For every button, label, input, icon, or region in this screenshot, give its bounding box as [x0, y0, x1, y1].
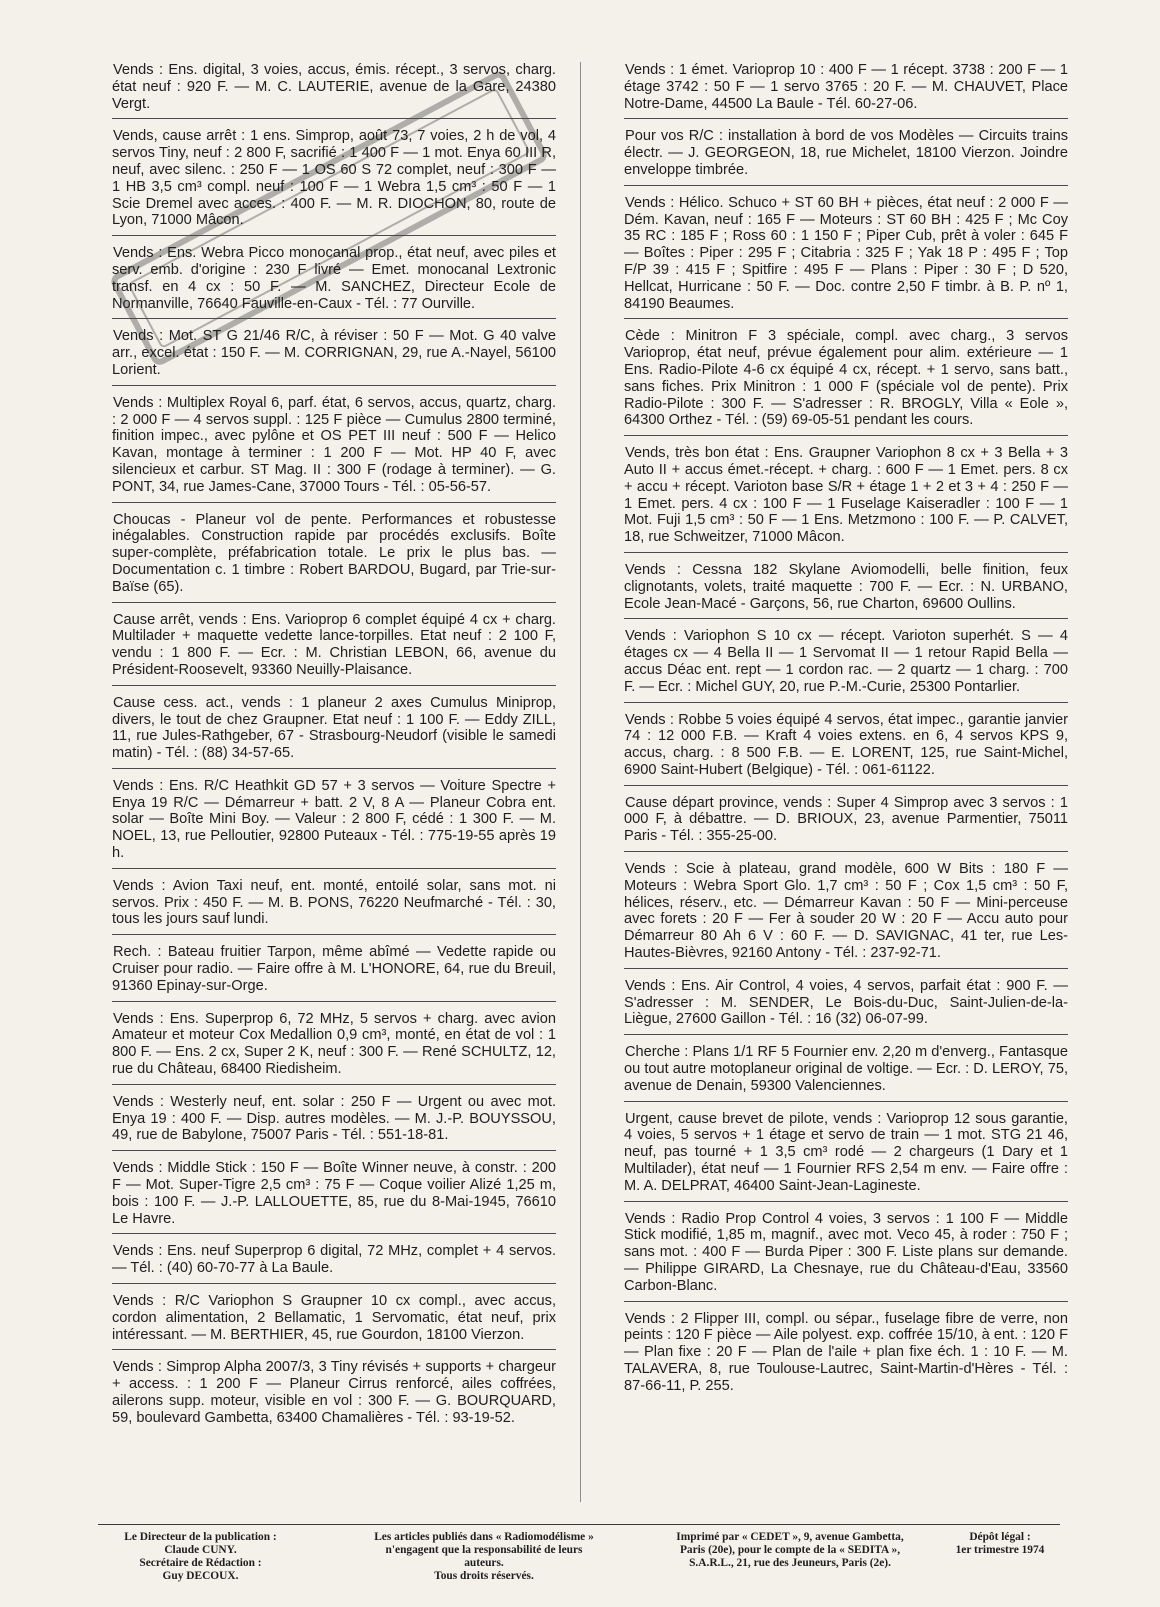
classified-ad: [624, 326, 1068, 436]
classified-ad-text: Cède : Minitron F 3 spéciale, compl. avec charg., 3 servos Varioprop, état neuf, prévue également pour alim. extérieure — 1 Ens. Radio-Pilote 4-6 cx équipé 4 cx, récept. + 1 servo, sans batt., sans fiches. Prix Minitron : 1 000 F (spéciale vol de pente). Prix Radio-Pilote : 300 F. — S'adresser : R. BROGLY, Villa « Eole », 64300 Orthez - Tél. : (59) 69-05-51 pendant les cours.: [624, 328, 1068, 429]
classified-ad-text: Vends, cause arrêt : 1 ens. Simprop, août 73, 7 voies, 2 h de vol, 4 servos Tiny, neuf : 2 800 F, sacrifié : 1 400 F — 1 mot. Enya 60 III R, neuf, avec silenc. : 250 F — 1 OS 60 S 72 complet, neuf : 300 F — 1 HB 3,5 cm³ compl. neuf : 100 F — 1 Webra 1,5 cm³ : 50 F — 1 Scie Dremel avec acces. : 400 F. — M. R. DIOCHON, 80, route de Lyon, 71000 Mâcon.: [112, 128, 556, 229]
classified-ad-text: Vends : Radio Prop Control 4 voies, 3 servos : 1 100 F — Middle Stick modifié, 1,85 m, magnif., avec mot. Veco 45, à roder : 750 F ; sans mot. : 400 F — Burda Piper : 300 F. Liste plans sur demande. — Philippe GIRARD, La Chesnaye, rue du Château-d'Eau, 33560 Carbon-Blanc.: [624, 1210, 1068, 1294]
classified-ad-text: Vends : Ens. Air Control, 4 voies, 4 servos, parfait état : 900 F. — S'adresser : M. SENDER, Le Bois-du-Duc, Saint-Julien-de-la-Liègue, 27600 Gaillon - Tél. : 16 (32) 06-07-99.: [624, 977, 1068, 1028]
classified-ad-text: Vends : R/C Variophon S Graupner 10 cx compl., avec accus, cordon alimentation, 2 Bellamatic, 1 Servomatic, état neuf, prix intéressant. — M. BERTHIER, 45, rue Gourdon, 18100 Vierzon.: [112, 1293, 556, 1343]
classified-ad-text: Vends : 1 émet. Varioprop 10 : 400 F — 1 récept. 3738 : 200 F — 1 étage 3742 : 50 F — 1 servo 3765 : 20 F. — M. CHAUVET, Place Notre-Dame, 44500 La Baule - Tél. 60-27-06.: [624, 62, 1068, 112]
classified-ad: [112, 1009, 556, 1085]
classified-ad-text: Vends : Hélico. Schuco + ST 60 BH + pièces, état neuf : 2 000 F — Dém. Kavan, neuf : 165 F — Moteurs : ST 60 BH : 425 F ; Mc Coy 35 RC : 185 F ; Ross 60 : 1 150 F ; Piper Cub, prêt à voler : 645 F — Boîtes : Piper : 295 F ; Citabria : 325 F ; Yak 18 P : 495 F ; Top F/P 39 : 415 F ; Spitfire : 495 F — Plans : Piper : 30 F ; D 520, Hellcat, Hurricane : 50 F. — Doc. contre 2,50 F timbr. à B. P. nº 1, 84190 Beaumes.: [624, 194, 1068, 312]
classified-ad-text: Vends : Ens. Webra Picco monocanal prop., état neuf, avec piles et serv. emb. d'origine : 230 F livré — Emet. monocanal Lextronic transf. en 4 cx : 50 F. — M. SANCHEZ, Directeur Ecole de Normanville, 76640 Fauville-en-Caux - Tél. : 77 Ourville.: [112, 245, 556, 312]
classified-ad-text: Vends : Avion Taxi neuf, ent. monté, entoilé solar, sans mot. ni servos. Prix : 450 F. — M. B. PONS, 76220 Neufmarché - Tél. : 30, tous les jours sauf lundi.: [112, 877, 556, 928]
classified-ad-text: Cause arrêt, vends : Ens. Varioprop 6 complet équipé 4 cx + charg. Multilader + maquette vedette lance-torpilles. Etat neuf : 2 100 F, vendu : 1 800 F. — Ecr. : M. Christian LEBON, 66, avenue du Président-Roosevelt, 93360 Neuilly-Plaisance.: [112, 611, 556, 678]
classified-ad: [112, 60, 556, 119]
classified-ad-text: Vends : Variophon S 10 cx — récept. Varioton superhét. S — 4 étages cx — 4 Bella II — 1 Servomat II — 1 retour Rapid Bella — accus Déac ent. rept — 1 cordon rac. — 2 quartz — 1 charg. : 700 F. — Ecr. : Michel GUY, 20, rue P.-M.-Curie, 25300 Pontarlier.: [624, 628, 1068, 695]
classified-ad: [624, 1109, 1068, 1202]
classified-ad: [112, 126, 556, 236]
footer-line: Dépôt légal :: [969, 1531, 1031, 1543]
publication-footer: [98, 1524, 1060, 1601]
classified-ad: [112, 326, 556, 385]
footer-line: n'engagent que la responsabilité de leurs: [385, 1544, 583, 1556]
classified-ad: [624, 793, 1068, 852]
footer-line: S.A.R.L., 21, rue des Jeuneurs, Paris (2e).: [689, 1557, 891, 1569]
column-divider: [580, 62, 581, 1502]
footer-line: Secrétaire de Rédaction :: [139, 1557, 262, 1569]
footer-line: Imprimé par « CEDET », 9, avenue Gambetta,: [676, 1531, 904, 1543]
classified-ad-text: Vends : 2 Flipper III, compl. ou sépar., fuselage fibre de verre, non peints : 120 F pièce — Aile polyest. exp. coffrée 15/10, à ent. : 120 F — Plan fixe : 20 F — Plan de l'aile + plan fixe éch. 1 : 10 F. — M. TALAVERA, 8, rue Toulouse-Lautrec, Saint-Martin-d'Hères - Tél. : 87-66-11, P. 255.: [624, 1310, 1068, 1394]
classified-ad: [624, 976, 1068, 1035]
classified-ad-text: Vends : Ens. R/C Heathkit GD 57 + 3 servos — Voiture Spectre + Enya 19 R/C — Démarreur + batt. 2 V, 8 A — Planeur Cobra ent. solar — Boîte Mini Boy. — Valeur : 2 800 F, cédé : 1 300 F. — M. NOEL, 13, rue Pelloutier, 92800 Puteaux - Tél. : 775-19-55 après 19 h.: [112, 777, 556, 862]
classified-ad-text: Cause départ province, vends : Super 4 Simprop avec 3 servos : 1 000 F, à débattre. — D. BRIOUX, 23, avenue Parmentier, 75011 Paris - Tél. : 355-25-00.: [624, 794, 1068, 845]
classified-ad-text: Choucas - Planeur vol de pente. Performances et robustesse inégalables. Construction rapide par procédés exclusifs. Boîte super-complète, préfabrication totale. Le prix le plus bas. — Documentation c. 1 timbre : Robert BARDOU, Bugard, par Trie-sur-Baïse (65).: [112, 511, 556, 595]
classified-ad: [624, 126, 1068, 185]
classified-ad: [112, 876, 556, 935]
footer-line: Les articles publiés dans « Radiomodélisme »: [374, 1531, 594, 1543]
classified-ad: [624, 710, 1068, 786]
classified-ad: [624, 1209, 1068, 1302]
classified-ad-text: Vends : Ens. Superprop 6, 72 MHz, 5 servos + charg. avec avion Amateur et moteur Cox Medallion 0,9 cm³, monté, en état de vol : 1 800 F. — Ens. 2 cx, Super 2 K, neuf : 300 F. — René SCHULTZ, 12, rue du Château, 68400 Riedisheim.: [112, 1010, 556, 1078]
classified-ad: [624, 60, 1068, 119]
classified-ad: [624, 443, 1068, 553]
classified-ad-text: Vends, très bon état : Ens. Graupner Variophon 8 cx + 3 Bella + 3 Auto II + accus émet.-récept. + charg. : 600 F — 1 Emet. pers. 8 cx + accu + récept. Varioton base S/R + étage 1 + 2 et 3 + 4 : 250 F — 1 Emet. pers. 4 cx : 100 F — 1 Fuselage Kaiseradler : 100 F — 1 Mot. Fuji 1,5 cm³ : 50 F — 1 Ens. Metzmono : 100 F. — P. CALVET, 18, rue Schweitzer, 71000 Mâcon.: [624, 445, 1068, 546]
right-column: [624, 60, 1068, 1408]
classified-ad-text: Pour vos R/C : installation à bord de vos Modèles — Circuits trains électr. — J. GEORGEON, 18, rue Michelet, 18100 Vierzon. Joindre enveloppe timbrée.: [624, 128, 1068, 178]
classified-ad-text: Vends : Middle Stick : 150 F — Boîte Winner neuve, à constr. : 200 F — Mot. Super-Tigre 2,5 cm³ : 75 F — Coque voilier Alizé 1,25 m, bois : 100 F. — J.-P. LALLOUETTE, 85, rue du 8-Mai-1945, 76610 Le Havre.: [112, 1160, 556, 1227]
classified-ad-text: Vends : Cessna 182 Skylane Aviomodelli, belle finition, feux clignotants, volets, traité maquette : 700 F. — Ecr. : N. URBANO, Ecole Jean-Macé - Garçons, 56, rue Charton, 69600 Oullins.: [624, 561, 1068, 612]
classified-ad: [112, 510, 556, 603]
classified-ad-text: Vends : Westerly neuf, ent. solar : 250 F — Urgent ou avec mot. Enya 19 : 400 F. — Disp. autres modèles. — M. J.-P. BOUYSSOU, 49, rue de Babylone, 75007 Paris - Tél. : 551-18-81.: [112, 1093, 556, 1144]
classified-ad-text: Vends : Mot. ST G 21/46 R/C, à réviser : 50 F — Mot. G 40 valve arr., excel. état : 150 F. — M. CORRIGNAN, 29, rue A.-Nayel, 56100 Lorient.: [112, 328, 556, 378]
classified-ad-text: Vends : Ens. digital, 3 voies, accus, émis. récept., 3 servos, charg. état neuf : 920 F. — M. C. LAUTERIE, avenue de la Gare, 24380 Vergt.: [112, 62, 556, 112]
classified-ad: [624, 859, 1068, 969]
classified-ad-text: Vends : Scie à plateau, grand modèle, 600 W Bits : 180 F — Moteurs : Webra Sport Glo. 1,7 cm³ : 50 F ; Cox 1,5 cm³ : 50 F, hélices, réserv., etc. — Démarreur Kavan : 50 F — Mini-perceuse avec forets : 20 F — Fer à souder 20 W : 20 F — Accu auto pour Démarreur 80 Ah 6 V : 60 F. — D. SAVIGNAC, 41 ter, rue Les-Hautes-Bièvres, 92160 Antony - Tél. : 237-92-71.: [624, 861, 1068, 962]
classified-ad-text: Cause cess. act., vends : 1 planeur 2 axes Cumulus Miniprop, divers, le tout de chez Graupner. Etat neuf : 1 100 F. — Eddy ZILL, 11, rue Jules-Rathgeber, 67 - Strasbourg-Neudorf (visible le samedi matin) - Tél. : (88) 34-57-65.: [112, 694, 556, 762]
classified-ad: [624, 193, 1068, 320]
classified-ad-text: Vends : Robbe 5 voies équipé 4 servos, état impec., garantie janvier 74 : 12 000 F.B. — Kraft 4 voies extens. en 6, 4 servos KPS 9, accus, charg. : 8 500 F.B. — E. LORENT, 125, rue Saint-Michel, 6900 Saint-Hubert (Belgique) - Tél. : 061-61122.: [624, 711, 1068, 778]
classified-ad: [624, 1042, 1068, 1101]
footer-disclaimer: [328, 1531, 640, 1601]
classified-ad: [112, 1291, 556, 1350]
classified-ad-text: Vends : Simprop Alpha 2007/3, 3 Tiny révisés + supports + chargeur + access. : 1 200 F — Planeur Cirrus renforcé, ailes coffrées, ailerons supp. moteur, visible en vol : 300 F. — G. BOURQUARD, 59, boulevard Gambetta, 63400 Chamalières - Tél. : 93-19-52.: [112, 1359, 556, 1426]
classified-ad: [112, 393, 556, 503]
classified-ad-text: Cherche : Plans 1/1 RF 5 Fournier env. 2,20 m d'enverg., Fantasque ou tout autre motoplaneur original de voltige. — Ecr. : D. LEROY, 75, avenue de Denain, 59300 Valenciennes.: [624, 1044, 1068, 1094]
classified-ad: [112, 776, 556, 869]
footer-line: Le Directeur de la publication :: [124, 1531, 277, 1543]
classified-ad: [112, 1357, 556, 1432]
classified-ad-text: Rech. : Bateau fruitier Tarpon, même abîmé — Vedette rapide ou Cruiser pour radio. — Faire offre à M. L'HONORE, 64, rue du Breuil, 91360 Epinay-sur-Orge.: [112, 944, 556, 994]
classified-ad: [624, 1309, 1068, 1401]
footer-director: [98, 1531, 303, 1601]
footer-line: auteurs.: [464, 1557, 504, 1569]
footer-line: Claude CUNY.: [164, 1544, 237, 1556]
classified-ad-text: Vends : Ens. neuf Superprop 6 digital, 72 MHz, complet + 4 servos. — Tél. : (40) 60-70-77 à La Baule.: [112, 1243, 556, 1277]
classified-ad-text: Urgent, cause brevet de pilote, vends : Varioprop 12 sous garantie, 4 voies, 5 servos + 1 étage et servo de train — 1 mot. STG 21 46, neuf, pas tourné + 1 3,5 cm³ rodé — 2 chargeurs (1 Dary et 1 Multilader), état neuf — 1 Fournier RFS 2,54 m env. — Faire offre : M. A. DELPRAT, 46400 Saint-Jean-Lagineste.: [624, 1110, 1068, 1194]
classified-ad: [624, 626, 1068, 702]
footer-line: 1er trimestre 1974: [955, 1544, 1045, 1556]
footer-legal-deposit: [940, 1531, 1060, 1601]
classified-ad: [112, 610, 556, 686]
footer-line: Guy DECOUX.: [162, 1570, 239, 1582]
classified-ad-text: Vends : Multiplex Royal 6, parf. état, 6 servos, accus, quartz, charg. : 2 000 F — 4 servos suppl. : 125 F pièce — Cumulus 2800 terminé, finition impec., avec pylône et OS PET III neuf : 500 F — Helico Kavan, montage à terminer : 1 200 F — Mot. HP 40 F, avec silencieux et carbur. ST Mag. II : 300 F (rodage à terminer). — G. PONT, 34, rue James-Cane, 37000 Tours - Tél. : 05-56-57.: [112, 394, 556, 495]
footer-printer: [665, 1531, 915, 1601]
classified-ad: [112, 243, 556, 319]
footer-line: Paris (20e), pour le compte de la « SEDITA »,: [679, 1544, 901, 1556]
footer-line: Tous droits réservés.: [434, 1570, 534, 1582]
classified-ad: [112, 1241, 556, 1284]
classified-ad: [112, 693, 556, 769]
classified-ad: [112, 1158, 556, 1234]
left-column: [112, 60, 556, 1440]
classified-ad: [112, 942, 556, 1001]
classified-ad: [624, 560, 1068, 619]
classified-ad: [112, 1092, 556, 1151]
